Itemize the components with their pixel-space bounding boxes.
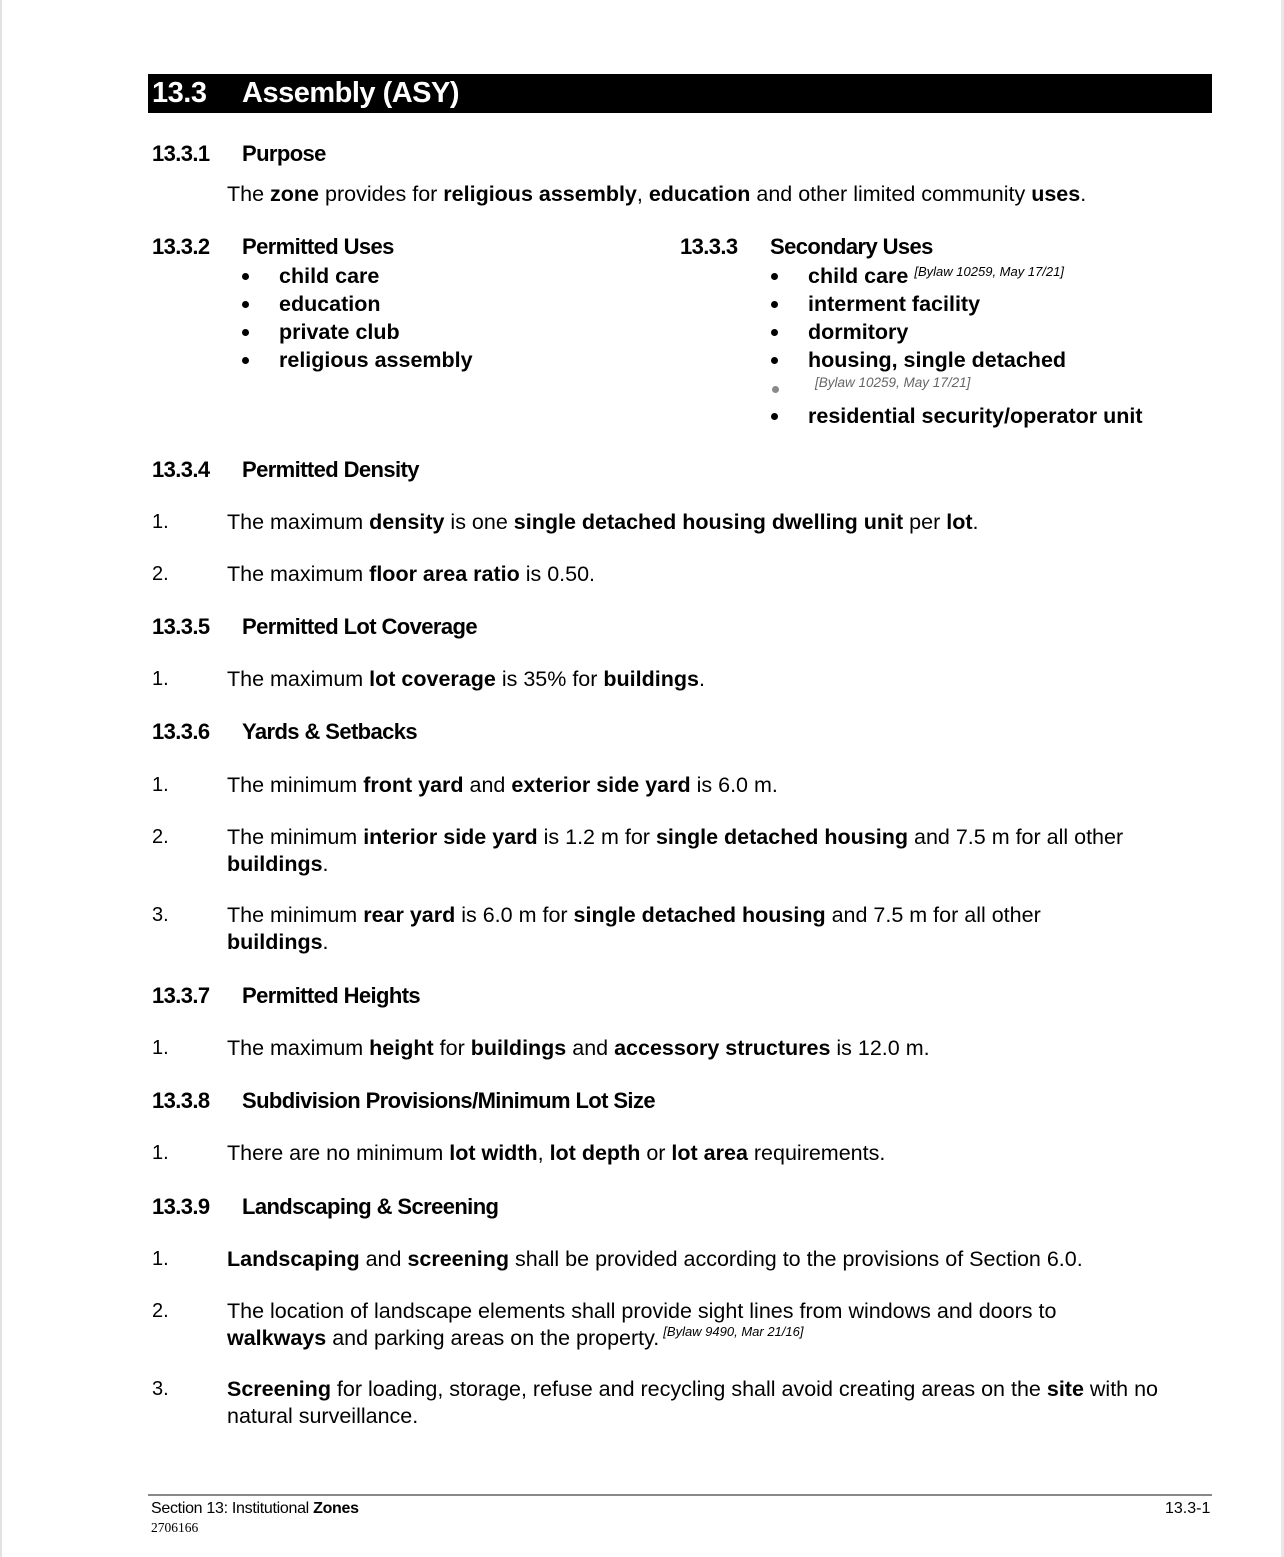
subsection-number: 13.3.5 <box>152 614 210 639</box>
subsection-number: 13.3.6 <box>152 719 210 744</box>
item-number: 1. <box>152 511 169 533</box>
subsection-number: 13.3.8 <box>152 1088 210 1113</box>
item-number: 3. <box>152 1378 169 1400</box>
subsection-title: Subdivision Provisions/Minimum Lot Size <box>242 1088 655 1113</box>
section-number: 13.3 <box>152 77 207 109</box>
regulation-text: Screening for loading, storage, refuse and recycling shall avoid creating areas on the site with no natural surveillance. <box>227 1377 1159 1428</box>
subsection-number: 13.3.2 <box>152 234 210 259</box>
regulation-text: The minimum front yard and exterior side yard is 6.0 m. <box>227 773 778 797</box>
bylaw-reference: [Bylaw 10259, May 17/21] <box>914 264 1064 279</box>
regulation-text: The maximum lot coverage is 35% for buildings. <box>227 667 705 691</box>
subsection-number: 13.3.1 <box>152 141 210 166</box>
subsection-title: Secondary Uses <box>770 234 933 259</box>
document-number: 2706166 <box>151 1520 199 1535</box>
footer-divider <box>148 1494 1212 1496</box>
subsection-number: 13.3.3 <box>680 234 738 259</box>
bullet-icon <box>242 273 249 280</box>
subsection-title: Permitted Heights <box>242 983 421 1008</box>
bullet-icon <box>242 357 249 364</box>
subsection-number: 13.3.7 <box>152 983 210 1008</box>
regulation-text: The maximum density is one single detached housing dwelling unit per lot. <box>227 510 979 534</box>
regulation-text: The maximum floor area ratio is 0.50. <box>227 562 596 586</box>
purpose-text: The zone provides for religious assembly, education and other limited community uses. <box>227 182 1087 206</box>
regulation-text: There are no minimum lot width, lot depth or lot area requirements. <box>227 1141 886 1165</box>
bullet-icon <box>771 413 778 420</box>
bullet-icon <box>771 357 778 364</box>
regulation-text: The minimum rear yard is 6.0 m for single detached housing and 7.5 m for all other buildings. <box>227 903 1041 954</box>
bullet-icon <box>771 301 778 308</box>
item-number: 1. <box>152 1037 169 1059</box>
regulation-text: The location of landscape elements shall provide sight lines from windows and doors to walkways and parking areas on the property. [Bylaw 9490, Mar 21/16] <box>227 1299 1057 1350</box>
subsection-title: Purpose <box>242 141 326 166</box>
item-number: 1. <box>152 1142 169 1164</box>
subsection-title: Permitted Density <box>242 457 419 482</box>
regulation-text: The minimum interior side yard is 1.2 m for single detached housing and 7.5 m for all other buildings. <box>227 825 1124 876</box>
section-title-bar <box>148 74 1212 113</box>
bullet-icon <box>772 386 779 393</box>
item-number: 3. <box>152 904 169 926</box>
subsection-title: Permitted Lot Coverage <box>242 614 477 639</box>
bullet-icon <box>242 301 249 308</box>
subsection-title: Landscaping & Screening <box>242 1194 499 1219</box>
item-number: 2. <box>152 563 169 585</box>
regulation-text: The maximum height for buildings and accessory structures is 12.0 m. <box>227 1036 930 1060</box>
footer-section-label: Section 13: Institutional Zones <box>151 1500 359 1517</box>
item-number: 1. <box>152 774 169 796</box>
item-number: 2. <box>152 826 169 848</box>
bullet-icon <box>242 329 249 336</box>
page-edge <box>0 0 2 1557</box>
subsection-number: 13.3.4 <box>152 457 210 482</box>
subsection-number: 13.3.9 <box>152 1194 210 1219</box>
subsection-title: Permitted Uses <box>242 234 394 259</box>
regulation-text: Landscaping and screening shall be provided according to the provisions of Section 6.0. <box>227 1247 1083 1271</box>
subsection-title: Yards & Setbacks <box>242 719 418 744</box>
bullet-icon <box>771 273 778 280</box>
item-number: 1. <box>152 668 169 690</box>
bullet-icon <box>771 329 778 336</box>
bylaw-reference: [Bylaw 10259, May 17/21] <box>815 375 971 390</box>
section-title: Assembly (ASY) <box>242 77 460 109</box>
item-number: 2. <box>152 1300 169 1322</box>
item-number: 1. <box>152 1248 169 1270</box>
bylaw-reference: [Bylaw 9490, Mar 21/16] <box>663 1324 804 1339</box>
page-number: 13.3-1 <box>1165 1500 1211 1517</box>
